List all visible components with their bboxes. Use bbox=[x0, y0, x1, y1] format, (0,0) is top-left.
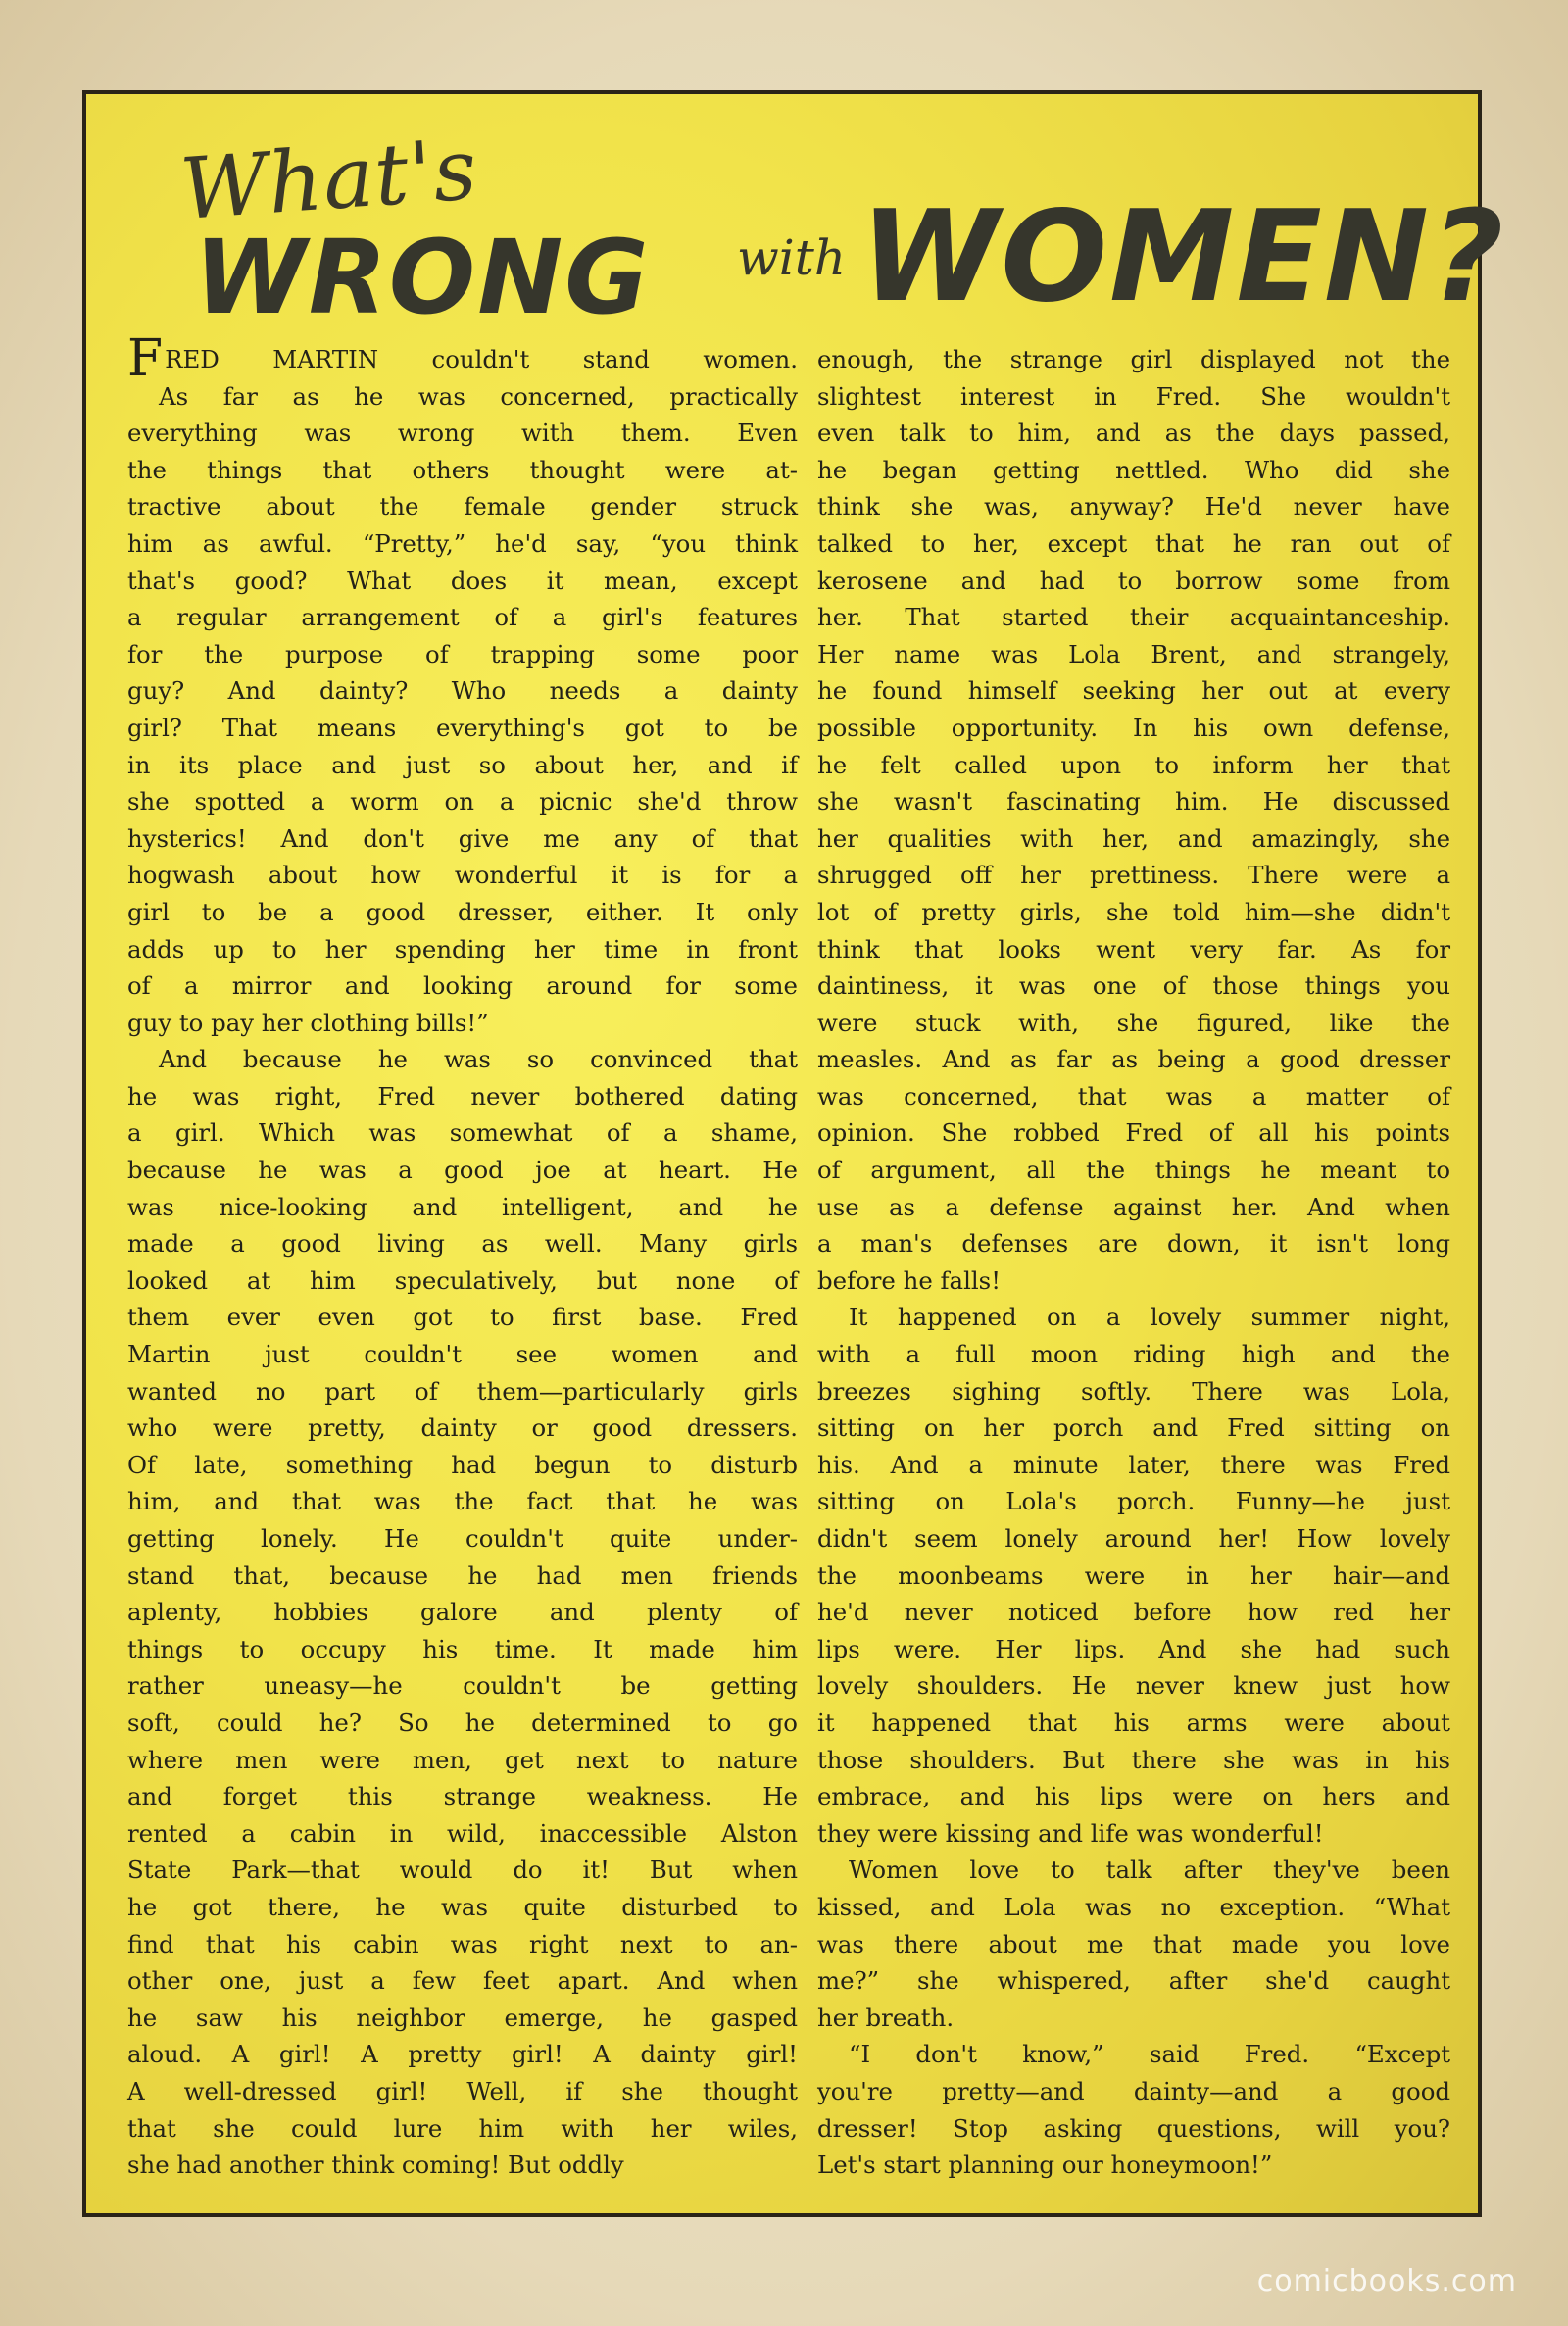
story-line: talked to her, except that he ran out of bbox=[817, 528, 1450, 558]
story-line: those shoulders. But there she was in his bbox=[817, 1745, 1450, 1774]
story-line: you're pretty—and dainty—and a good bbox=[817, 2076, 1450, 2105]
story-line: that she could lure him with her wiles, bbox=[127, 2113, 798, 2143]
story-line: they were kissing and life was wonderful! bbox=[817, 1818, 1324, 1848]
story-line: her. That started their acquaintanceship. bbox=[817, 603, 1450, 632]
story-line: he'd never noticed before how red her bbox=[817, 1598, 1450, 1627]
story-line: And because he was so convinced that bbox=[159, 1045, 798, 1074]
story-line: think that looks went very far. As for bbox=[817, 934, 1450, 964]
story-line: looked at him speculatively, but none of bbox=[127, 1265, 798, 1295]
story-line: kissed, and Lola was no exception. “What bbox=[817, 1892, 1450, 1921]
story-line: his. And a minute later, there was Fred bbox=[817, 1450, 1450, 1479]
story-line: Martin just couldn't see women and bbox=[127, 1340, 798, 1369]
story-line: guy? And dainty? Who needs a dainty bbox=[127, 676, 798, 706]
story-line: aplenty, hobbies galore and plenty of bbox=[127, 1598, 798, 1627]
story-line: stand that, because he had men friends bbox=[127, 1560, 798, 1590]
story-line: everything was wrong with them. Even bbox=[127, 419, 798, 448]
story-line: where men were men, get next to nature bbox=[127, 1745, 798, 1774]
story-line: before he falls! bbox=[817, 1265, 1001, 1295]
story-line: slightest interest in Fred. She wouldn't bbox=[817, 381, 1450, 411]
story-line: It happened on a lovely summer night, bbox=[849, 1303, 1450, 1332]
story-line: she had another think coming! But oddly bbox=[127, 2151, 624, 2180]
story-line: “I don't know,” said Fred. “Except bbox=[849, 2040, 1450, 2069]
story-line: them ever even got to first base. Fred bbox=[127, 1303, 798, 1332]
story-line: daintiness, it was one of those things you bbox=[817, 971, 1450, 1001]
story-line: a regular arrangement of a girl's features bbox=[127, 603, 798, 632]
story-line: a man's defenses are down, it isn't long bbox=[817, 1229, 1450, 1259]
story-line: she spotted a worm on a picnic she'd throw bbox=[127, 787, 798, 817]
story-line: were stuck with, she figured, like the bbox=[817, 1008, 1450, 1037]
story-line: A well-dressed girl! Well, if she thought bbox=[127, 2076, 798, 2105]
story-line: getting lonely. He couldn't quite under- bbox=[127, 1524, 798, 1553]
story-line: wanted no part of them—particularly girls bbox=[127, 1376, 798, 1406]
story-line: the moonbeams were in her hair—and bbox=[817, 1560, 1450, 1590]
story-line: things to occupy his time. It made him bbox=[127, 1634, 798, 1663]
story-line: her qualities with her, and amazingly, she bbox=[817, 823, 1450, 853]
story-line: that's good? What does it mean, except bbox=[127, 566, 798, 595]
story-line: of a mirror and looking around for some bbox=[127, 971, 798, 1001]
story-line: hogwash about how wonderful it is for a bbox=[127, 861, 798, 890]
story-line: it happened that his arms were about bbox=[817, 1707, 1450, 1737]
story-line: who were pretty, dainty or good dressers. bbox=[127, 1413, 798, 1443]
story-line: tractive about the female gender struck bbox=[127, 492, 798, 521]
story-line: him as awful. “Pretty,” he'd say, “you think bbox=[127, 528, 798, 558]
story-line: she wasn't fascinating him. He discussed bbox=[817, 787, 1450, 817]
story-line: soft, could he? So he determined to go bbox=[127, 1707, 798, 1737]
story-line: find that his cabin was right next to an- bbox=[127, 1929, 798, 1958]
title-with: with bbox=[737, 229, 847, 286]
story-line: Women love to talk after they've been bbox=[849, 1856, 1450, 1885]
story-line: rather uneasy—he couldn't be getting bbox=[127, 1671, 798, 1701]
story-line: a girl. Which was somewhat of a shame, bbox=[127, 1118, 798, 1148]
title-whats: What's bbox=[177, 121, 481, 239]
story-line: he began getting nettled. Who did she bbox=[817, 455, 1450, 484]
story-line: made a good living as well. Many girls bbox=[127, 1229, 798, 1259]
story-line: with a full moon riding high and the bbox=[817, 1340, 1450, 1369]
story-panel bbox=[82, 90, 1506, 2217]
story-line: was nice-looking and intelligent, and he bbox=[127, 1192, 798, 1221]
story-line: was concerned, that was a matter of bbox=[817, 1081, 1450, 1111]
story-line: and forget this strange weakness. He bbox=[127, 1782, 798, 1811]
story-line: in its place and just so about her, and if bbox=[127, 750, 798, 779]
story-line: RED MARTIN couldn't stand women. bbox=[165, 345, 798, 373]
story-line: of argument, all the things he meant to bbox=[817, 1156, 1450, 1185]
story-line: adds up to her spending her time in front bbox=[127, 934, 798, 964]
story-line: lips were. Her lips. And she had such bbox=[817, 1634, 1450, 1663]
story-line: use as a defense against her. And when bbox=[817, 1192, 1450, 1221]
story-column-left bbox=[127, 329, 798, 2184]
story-line: kerosene and had to borrow some from bbox=[817, 566, 1450, 595]
story-line: was there about me that made you love bbox=[817, 1929, 1450, 1958]
story-line: possible opportunity. In his own defense, bbox=[817, 713, 1450, 742]
drop-cap: F bbox=[127, 329, 164, 388]
story-line: State Park—that would do it! But when bbox=[127, 1856, 798, 1885]
story-line: me?” she whispered, after she'd caught bbox=[817, 1966, 1450, 1996]
story-line: her breath. bbox=[817, 2003, 955, 2032]
story-line: didn't seem lonely around her! How lovely bbox=[817, 1524, 1450, 1553]
story-line: him, and that was the fact that he was bbox=[127, 1487, 798, 1516]
story-line: other one, just a few feet apart. And when bbox=[127, 1966, 798, 1996]
story-line: embrace, and his lips were on hers and bbox=[817, 1782, 1450, 1811]
story-line: Of late, something had begun to disturb bbox=[127, 1450, 798, 1479]
story-line: hysterics! And don't give me any of that bbox=[127, 823, 798, 853]
story-line: think she was, anyway? He'd never have bbox=[817, 492, 1450, 521]
story-line: guy to pay her clothing bills!” bbox=[127, 1008, 489, 1037]
story-line: lovely shoulders. He never knew just how bbox=[817, 1671, 1450, 1701]
story-line: even talk to him, and as the days passed, bbox=[817, 419, 1450, 448]
story-line: As far as he was concerned, practically bbox=[159, 381, 798, 411]
story-line: he felt called upon to inform her that bbox=[817, 750, 1450, 779]
story-line: girl to be a good dresser, either. It only bbox=[127, 897, 798, 926]
story-line: Her name was Lola Brent, and strangely, bbox=[817, 639, 1450, 668]
story-line: lot of pretty girls, she told him—she didn't bbox=[817, 897, 1450, 926]
story-line: for the purpose of trapping some poor bbox=[127, 639, 798, 668]
story-line: aloud. A girl! A pretty girl! A dainty girl! bbox=[127, 2040, 798, 2069]
story-line: he got there, he was quite disturbed to bbox=[127, 1892, 798, 1921]
story-line: shrugged off her prettiness. There were a bbox=[817, 861, 1450, 890]
story-line: he saw his neighbor emerge, he gasped bbox=[127, 2003, 798, 2032]
story-line: because he was a good joe at heart. He bbox=[127, 1156, 798, 1185]
story-line: he was right, Fred never bothered dating bbox=[127, 1081, 798, 1111]
story-line: girl? That means everything's got to be bbox=[127, 713, 798, 742]
story-line: opinion. She robbed Fred of all his points bbox=[817, 1118, 1450, 1148]
story-line: measles. And as far as being a good dresser bbox=[817, 1045, 1450, 1074]
site-credit: comicbooks.com bbox=[1256, 2264, 1517, 2299]
story-column-right bbox=[817, 341, 1450, 2184]
story-line: enough, the strange girl displayed not the bbox=[817, 345, 1450, 373]
story-line: he found himself seeking her out at every bbox=[817, 676, 1450, 706]
story-line: breezes sighing softly. There was Lola, bbox=[817, 1376, 1450, 1406]
story-line: dresser! Stop asking questions, will you? bbox=[817, 2113, 1450, 2143]
story-line: the things that others thought were at- bbox=[127, 455, 798, 484]
story-line: sitting on Lola's porch. Funny—he just bbox=[817, 1487, 1450, 1516]
story-line: rented a cabin in wild, inaccessible Alston bbox=[127, 1818, 798, 1848]
story-line: sitting on her porch and Fred sitting on bbox=[817, 1413, 1450, 1443]
title-wrong: WRONG bbox=[194, 218, 651, 337]
title-women: WOMEN? bbox=[860, 184, 1506, 330]
story-line: Let's start planning our honeymoon!” bbox=[817, 2151, 1273, 2180]
